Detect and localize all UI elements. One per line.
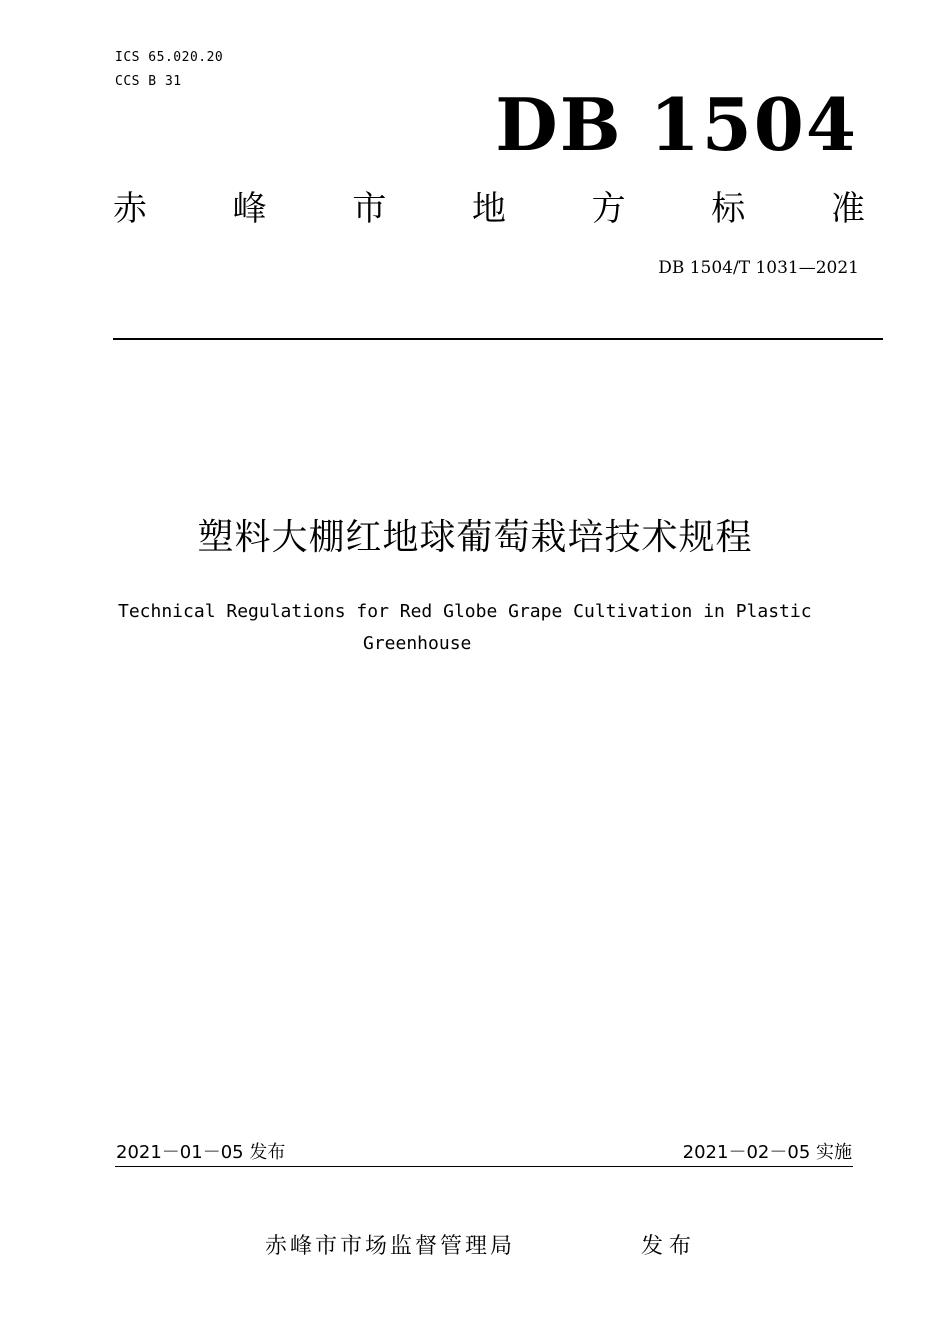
issuing-authority: 赤峰市市场监督管理局 [265, 1234, 516, 1259]
standard-type-char: 市 [352, 189, 387, 229]
header-divider [113, 338, 883, 340]
standard-type-char: 标 [711, 189, 746, 229]
document-title-english-line1: Technical Regulations for Red Globe Grape Cultivation in Plastic [118, 601, 812, 622]
document-title-english-line2: Greenhouse [363, 633, 472, 654]
standard-number: DB 1504/T 1031—2021 [658, 258, 859, 278]
issue-date: 2021－01－05 发布 [116, 1142, 286, 1163]
standard-type-char: 方 [591, 189, 626, 229]
db-standard-code: DB 1504 [495, 82, 858, 167]
issue-label: 发布 [641, 1234, 698, 1259]
standard-type-char: 地 [471, 189, 506, 229]
standard-type [113, 186, 865, 232]
standard-type-char: 峰 [232, 189, 267, 229]
ccs-code: CCS B 31 [115, 74, 182, 89]
standard-type-char: 准 [830, 189, 865, 229]
standard-type-char: 赤 [113, 189, 147, 229]
document-title-chinese: 塑料大棚红地球葡萄栽培技术规程 [197, 517, 753, 558]
implementation-date: 2021－02－05 实施 [682, 1142, 852, 1163]
ics-code: ICS 65.020.20 [115, 50, 224, 65]
footer-divider [115, 1166, 853, 1167]
